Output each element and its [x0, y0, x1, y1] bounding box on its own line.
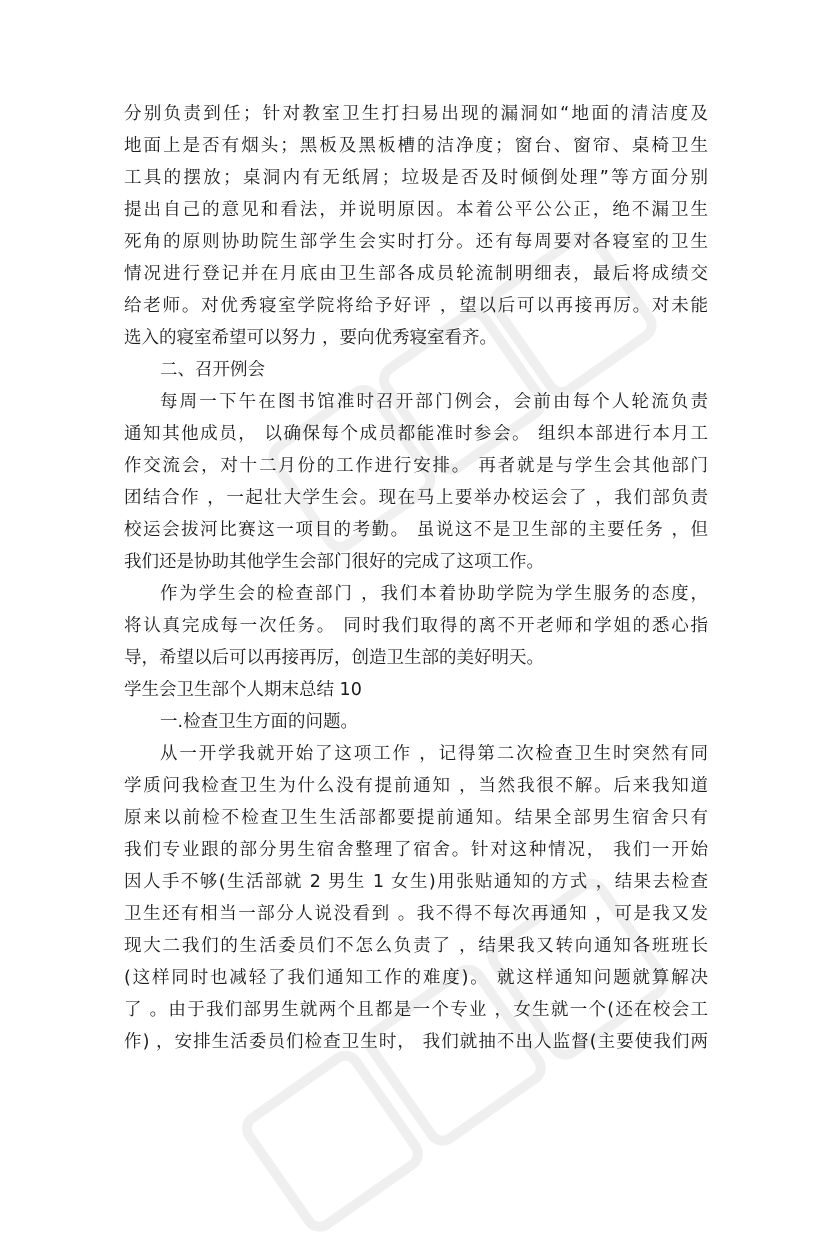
text-line: 校运会拔河比赛这一项目的考勤。 虽说这不是卫生部的主要任务 ，但	[124, 520, 708, 540]
text-line: 将认真完成每一次任务。 同时我们取得的离不开老师和学姐的悉心指	[124, 616, 708, 636]
paragraph	[124, 98, 708, 354]
section-heading: 二、召开例会	[160, 360, 265, 380]
text-line: 作为学生会的检查部门 ，我们本着协助学院为学生服务的态度，	[160, 584, 708, 604]
text-line: 作交流会，对十二月份的工作进行安排。 再者就是与学生会其他部门	[124, 456, 708, 476]
text-line: 学质问我检查卫生为什么没有提前通知 ，当然我很不解。后来我知道	[124, 776, 708, 796]
text-line: 选入的寝室希望可以努力 ，要向优秀寝室看齐。	[124, 328, 498, 348]
text-line: 分别负责到任；针对教室卫生打扫易出现的漏洞如“地面的清洁度及	[124, 104, 708, 124]
text-line: 作) ，安排生活委员们检查卫生时， 我们就抽不出人监督(主要使我们两	[124, 1032, 708, 1052]
text-line: 现大二我们的生活委员们不怎么负责了 ，结果我又转向通知各班班长	[124, 936, 708, 956]
text-line: 卫生还有相当一部分人说没看到 。我不得不每次再通知 ，可是我又发	[124, 904, 708, 924]
paragraph	[124, 578, 708, 674]
text-line: 每周一下午在图书馆准时召开部门例会，会前由每个人轮流负责	[160, 392, 708, 412]
text-line: 地面上是否有烟头；黑板及黑板槽的洁净度；窗台、窗帘、桌椅卫生	[124, 136, 708, 156]
text-line: 情况进行登记并在月底由卫生部各成员轮流制明细表，最后将成绩交	[124, 264, 708, 284]
paragraph	[124, 386, 708, 578]
text-line: 给老师。对优秀寝室学院将给予好评 ，望以后可以再接再厉。对未能	[124, 296, 708, 316]
text-line: 因人手不够(生活部就 2 男生 1 女生)用张贴通知的方式 ，结果去检查	[124, 872, 708, 892]
text-line: 通知其他成员， 以确保每个成员都能准时参会。 组织本部进行本月工	[124, 424, 708, 444]
text-line: 我们还是协助其他学生会部门很好的完成了这项工作。	[124, 552, 544, 572]
document-title: 学生会卫生部个人期末总结 10	[124, 680, 362, 700]
section-heading: 一.检查卫生方面的问题。	[160, 712, 359, 732]
text-line: 提出自己的意见和看法，并说明原因。本着公平公公正，绝不漏卫生	[124, 200, 708, 220]
text-line: 工具的摆放；桌洞内有无纸屑；垃圾是否及时倾倒处理”等方面分别	[124, 168, 708, 188]
text-line: (这样同时也减轻了我们通知工作的难度)。 就这样通知问题就算解决	[124, 968, 708, 988]
text-line: 团结合作 ，一起壮大学生会。现在马上要举办校运会了 ，我们部负责	[124, 488, 708, 508]
paragraph	[124, 738, 708, 1058]
document-body	[124, 98, 708, 1058]
text-line: 从一开学我就开始了这项工作 ，记得第二次检查卫生时突然有同	[160, 744, 708, 764]
text-line: 原来以前检不检查卫生生活部都要提前通知。结果全部男生宿舍只有	[124, 808, 708, 828]
text-line: 了 。由于我们部男生就两个且都是一个专业 ，女生就一个(还在校会工	[124, 1000, 708, 1020]
text-line: 死角的原则协助院生部学生会实时打分。还有每周要对各寝室的卫生	[124, 232, 708, 252]
text-line: 导，希望以后可以再接再厉，创造卫生部的美好明天。	[124, 648, 544, 668]
text-line: 我们专业跟的部分男生宿舍整理了宿舍。针对这种情况， 我们一开始	[124, 840, 708, 860]
